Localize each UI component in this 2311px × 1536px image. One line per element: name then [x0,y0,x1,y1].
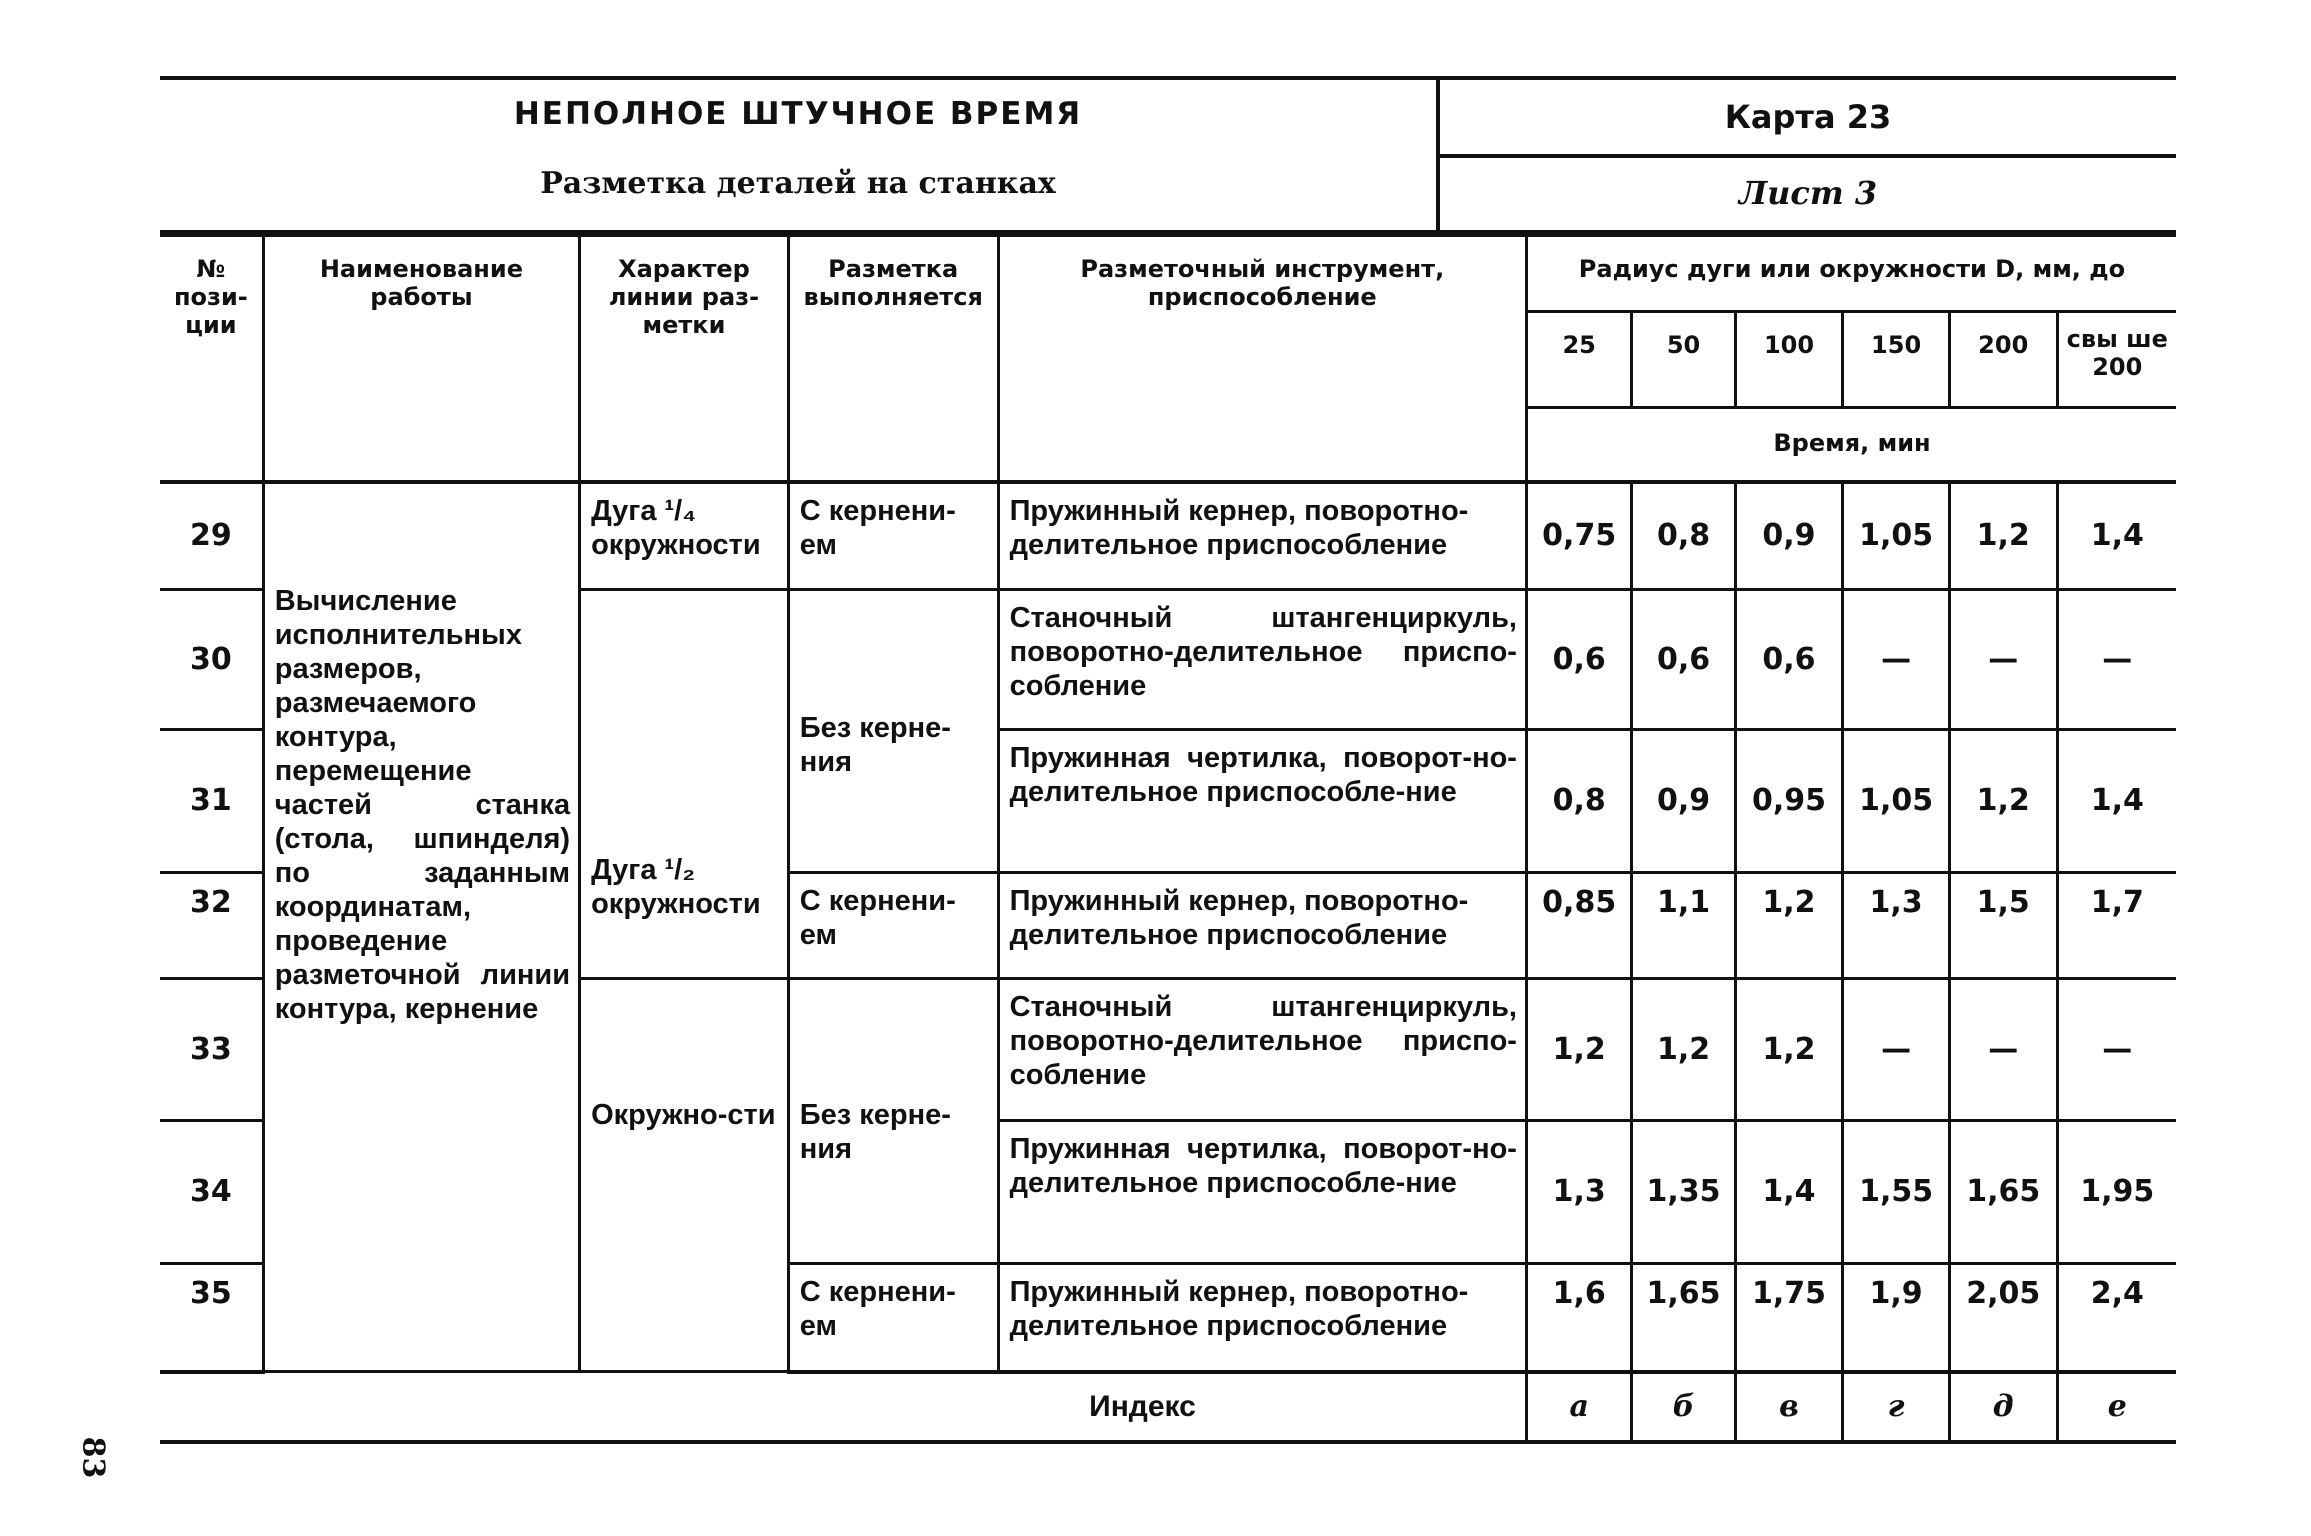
col-header-tool: Разметочный инструмент, приспособление [998,236,1526,482]
marking-type: С кернени-ем [788,873,998,979]
time-value: 0,6 [1735,590,1843,730]
col-header-pos: № пози-ции [160,236,263,482]
line-type: Дуга ¹/₂ окружности [580,590,789,979]
col-header-marking: Разметка выполняется [788,236,998,482]
time-value: 1,55 [1843,1121,1950,1264]
index-value: г [1843,1372,1950,1442]
page [160,76,2176,1476]
marking-type: С кернени-ем [788,482,998,590]
time-value: 0,6 [1632,590,1735,730]
time-value: 1,3 [1526,1121,1631,1264]
time-value: 1,4 [2057,482,2176,590]
radius-value: 200 [1949,312,2057,408]
time-value: 1,2 [1632,979,1735,1121]
document-header [160,76,2176,234]
time-value: 0,9 [1632,730,1735,873]
time-value: 1,65 [1949,1121,2057,1264]
document-title: НЕПОЛНОЕ ШТУЧНОЕ ВРЕМЯ [513,96,1083,132]
row-number: 34 [160,1121,263,1264]
time-value: 1,35 [1632,1121,1735,1264]
col-header-work: Наименование работы [263,236,579,482]
time-value: 1,05 [1843,730,1950,873]
tool-description: Станочный штангенциркуль, поворотно-делительное приспо-собление [998,979,1526,1121]
norms-table [160,234,2176,1444]
row-number: 35 [160,1264,263,1372]
time-value: 1,6 [1526,1264,1631,1372]
time-value: 1,2 [1735,979,1843,1121]
col-header-radius: Радиус дуги или окружности D, мм, до [1526,236,2176,312]
index-value: е [2057,1372,2176,1442]
radius-value: 100 [1735,312,1843,408]
time-value: 1,7 [2057,873,2176,979]
index-row [160,1372,2176,1442]
marking-type: Без керне-ния [788,590,998,873]
row-number: 29 [160,482,263,590]
time-value: 0,75 [1526,482,1631,590]
time-value: 1,75 [1735,1264,1843,1372]
time-value: 1,2 [1949,482,2057,590]
index-value: д [1949,1372,2057,1442]
row-number: 32 [160,873,263,979]
row-number: 30 [160,590,263,730]
col-header-line: Характер линии раз-метки [580,236,789,482]
tool-description: Пружинная чертилка, поворот-но-делительное приспособле-ние [998,730,1526,873]
tool-description: Станочный штангенциркуль, поворотно-делительное приспо-собление [998,590,1526,730]
time-value: 1,1 [1632,873,1735,979]
time-value: 1,2 [1526,979,1631,1121]
row-number: 31 [160,730,263,873]
time-value: — [1843,590,1950,730]
time-value: — [1949,979,2057,1121]
time-value: 1,05 [1843,482,1950,590]
table-row [160,482,2176,590]
time-value: 0,8 [1632,482,1735,590]
time-value: 1,9 [1843,1264,1950,1372]
time-value: 0,8 [1526,730,1631,873]
tool-description: Пружинный кернер, поворотно-делительное приспособление [998,1264,1526,1372]
radius-value: свы ше 200 [2057,312,2176,408]
time-value: 1,3 [1843,873,1950,979]
time-unit: Время, мин [1526,408,2176,482]
time-value: 0,6 [1526,590,1631,730]
line-type: Окружно-сти [580,979,789,1372]
row-number: 33 [160,979,263,1121]
time-value: — [1949,590,2057,730]
line-type: Дуга ¹/₄ окружности [580,482,789,590]
tool-description: Пружинный кернер, поворотно-делительное приспособление [998,873,1526,979]
time-value: 1,2 [1949,730,2057,873]
time-value: 2,4 [2057,1264,2176,1372]
time-value: 1,65 [1632,1264,1735,1372]
sheet-number: Лист 3 [1738,174,1878,212]
document-subtitle: Разметка деталей на станках [540,166,1056,201]
header-card-block [1436,80,2176,230]
card-number: Карта 23 [1440,80,2176,158]
marking-type: Без керне-ния [788,979,998,1264]
time-value: 0,9 [1735,482,1843,590]
tool-description: Пружинная чертилка, поворот-но-делительное приспособле-ние [998,1121,1526,1264]
radius-value: 50 [1632,312,1735,408]
radius-value: 25 [1526,312,1631,408]
time-value: — [2057,979,2176,1121]
table-header-row [160,236,2176,312]
marking-type: С кернени-ем [788,1264,998,1372]
time-value: — [2057,590,2176,730]
time-value: 1,4 [1735,1121,1843,1264]
time-value: 0,85 [1526,873,1631,979]
time-value: 1,4 [2057,730,2176,873]
work-description: Вычисление исполнительных размеров, размечаемого контура, перемещение частей станка (стола, шпинделя) по заданным координатам, проведение разметочной линии контура, кернение [263,482,579,1372]
page-number: 83 [75,1436,111,1479]
time-value: 0,95 [1735,730,1843,873]
time-value: 1,95 [2057,1121,2176,1264]
index-value: в [1735,1372,1843,1442]
index-value: б [1632,1372,1735,1442]
time-value: 2,05 [1949,1264,2057,1372]
header-title-block [160,80,1436,230]
time-value: — [1843,979,1950,1121]
time-value: 1,5 [1949,873,2057,979]
time-value: 1,2 [1735,873,1843,979]
radius-value: 150 [1843,312,1950,408]
index-value: а [1526,1372,1631,1442]
index-label: Индекс [160,1372,1526,1442]
tool-description: Пружинный кернер, поворотно-делительное приспособление [998,482,1526,590]
